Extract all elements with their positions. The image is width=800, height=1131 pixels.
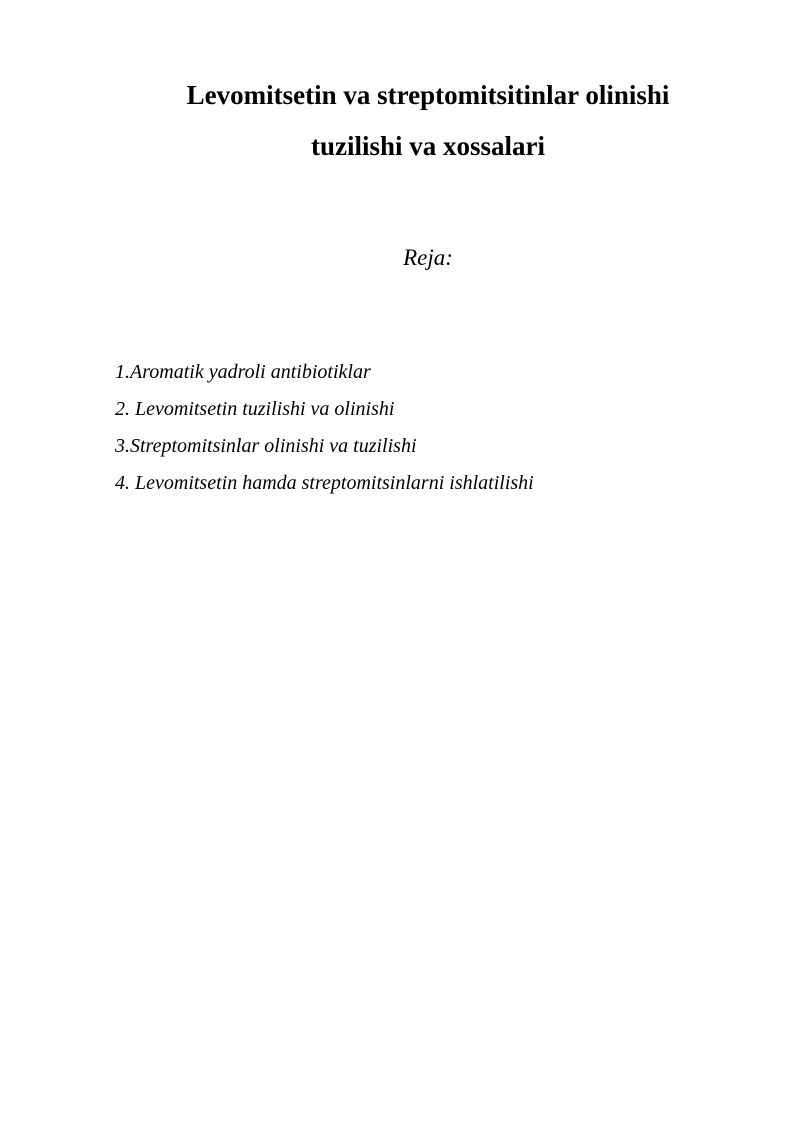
document-title-line-1: Levomitsetin va streptomitsitinlar olinishi: [186, 80, 670, 110]
plan-item: 1.Aromatik yadroli antibiotiklar: [115, 361, 371, 383]
plan-item: 3.Streptomitsinlar olinishi va tuzilishi: [115, 435, 417, 457]
plan-item: 4. Levomitsetin hamda streptomitsinlarni ishlatilishi: [115, 472, 534, 494]
plan-list: [115, 354, 534, 502]
document-title-line-2: tuzilishi va xossalari: [310, 131, 546, 161]
plan-heading: Reja:: [403, 245, 453, 270]
plan-item: 2. Levomitsetin tuzilishi va olinishi: [115, 398, 395, 420]
